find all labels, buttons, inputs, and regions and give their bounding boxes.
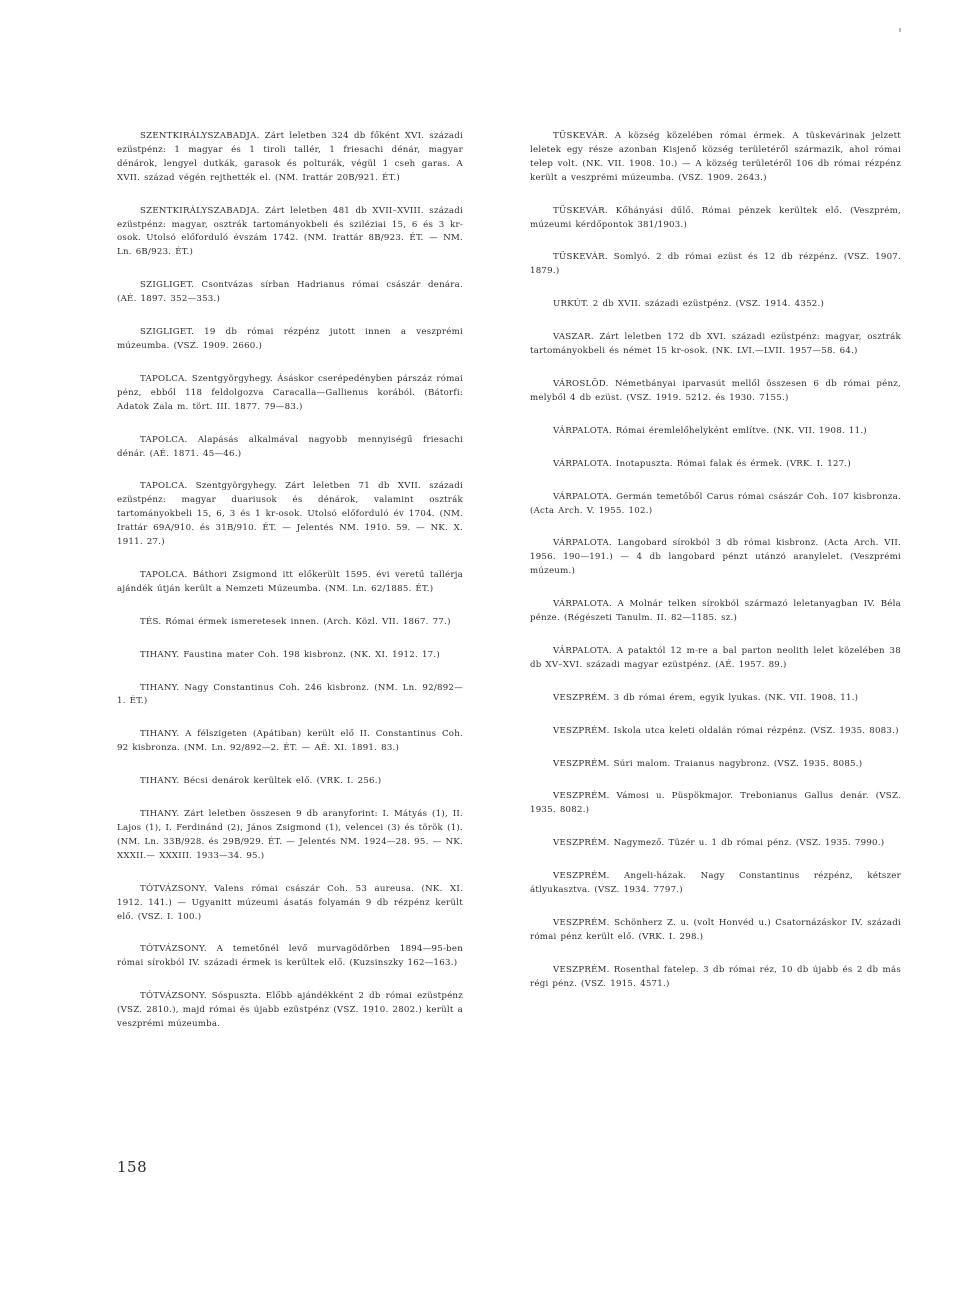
entry-paragraph: TÓTVÁZSONY. Valens római császár Coh. 53 aureusa. (NK. XI. 1912. 141.) — Ugyanitt múzeumi ásatás folyamán 9 db rézpénz került elő. (VSZ. I. 100.)	[117, 883, 463, 922]
entry-paragraph: TÜSKEVÁR. A község közelében római érmek. A tüskevárinak jelzett leletek egy része azonban Kisjenő község területéről származik, ahol római telep volt. (NK. VII. 1908. 10.) — A község területéről 106 db római rézpénz került a veszprémi múzeumba. (VSZ. 1909. 2643.)	[530, 131, 901, 183]
entry-paragraph: TIHANY. Faustina mater Coh. 198 kisbronz. (NK. XI. 1912. 17.)	[140, 649, 440, 660]
entry-paragraph: SZENTKIRÁLYSZABADJA. Zárt leletben 324 db főként XVI. századi ezüstpénz: 1 magyar és 1 tiroli tallér, 1 friesachi dénár, magyar dénárok, lengyel dutkák, garasok és polturák, végül 1 cseh garas. A XVII. század végén rejthették el. (NM. Irattár 20B/921. ÉT.)	[117, 131, 463, 183]
right-column	[530, 130, 901, 1011]
entry-paragraph: TIHANY. Zárt leletben összesen 9 db aranyforint: I. Mátyás (1), II. Lajos (1), I. Ferdinánd (2), János Zsigmond (1), velencei (3) és török (1). (NM. Ln. 33B/928. és 29B/929. ÉT. — Jelentés NM. 1924—28. 95. — NK. XXXII.— XXXIII. 1933—34. 95.)	[117, 809, 463, 861]
entry-paragraph: TÓTVÁZSONY. A temetőnél levő murvagödörben 1894—95-ben római sírokból IV. századi érmek is kerültek elő. (Kuzsinszky 162—163.)	[117, 944, 463, 969]
entry-paragraph: SZENTKIRÁLYSZABADJA. Zárt leletben 481 db XVII–XVIII. századi ezüstpénz: magyar, osztrák tartományokbeli és sziléziai 15, 6 és 3 kr-osok. Utolsó előforduló évszám 1742. (NM. Irattár 8B/923. ÉT. — NM. Ln. 6B/923. ÉT.)	[117, 205, 463, 258]
entry-paragraph: TAPOLCA. Szentgyörgyhegy. Zárt leletben 71 db XVII. századi ezüstpénz: magyar duariusok és dénárok, valamint osztrák tartományokbeli 15, 6, 3 és 1 kr-osok. Utolsó előforduló év 1704. (NM. Irattár 69A/910. és 31B/910. ÉT. — Jelentés NM. 1910. 59. — NK. X. 1911. 27.)	[117, 481, 463, 548]
entry-paragraph: TAPOLCA. Szentgyörgyhegy. Ásáskor cserépedényben párszáz római pénz, ebből 118 feldolgozva Caracalla—Gallienus korából. (Bátorfi: Adatok Zala m. tört. III. 1877. 79—83.)	[117, 373, 463, 412]
entry-paragraph: VÁRPALOTA. A pataktól 12 m-re a bal parton neolith lelet közelében 38 db XV–XVI. századi magyar ezüstpénz. (AÉ. 1957. 89.)	[530, 645, 901, 670]
entry-paragraph: VÁRPALOTA. Római éremlelőhelyként említve. (NK. VII. 1908. 11.)	[553, 425, 867, 436]
entry-paragraph: VESZPRÉM. 3 db római érem, egyik lyukas. (NK. VII. 1908. 11.)	[553, 692, 859, 703]
entry-paragraph: TIHANY. Bécsi denárok kerültek elő. (VRK. I. 256.)	[140, 776, 382, 787]
entry-paragraph: TÉS. Római érmek ismeretesek innen. (Arch. Közl. VII. 1867. 77.)	[140, 616, 451, 627]
entry-paragraph: VÁRPALOTA. Germán temetőből Carus római császár Coh. 107 kisbronza. (Acta Arch. V. 1955. 102.)	[530, 491, 901, 516]
entry-paragraph: VESZPRÉM. Iskola utca keleti oldalán római rézpénz. (VSZ. 1935. 8083.)	[553, 725, 899, 736]
entry-paragraph: VÁRPALOTA. Langobard sírokból 3 db római kisbronz. (Acta Arch. VII. 1956. 190—191.) — 4 db langobard pénzt utánzó aranylelet. (Veszprémi múzeum.)	[530, 538, 901, 577]
entry-paragraph: URKÚT. 2 db XVII. századi ezüstpénz. (VSZ. 1914. 4352.)	[553, 299, 825, 310]
entry-paragraph: VESZPRÉM. Nagymező. Tüzér u. 1 db római pénz. (VSZ. 1935. 7990.)	[553, 838, 885, 849]
entry-paragraph: VESZPRÉM. Rosenthal fatelep. 3 db római réz, 10 db újabb és 2 db más régi pénz. (VSZ. 1915. 4571.)	[530, 964, 901, 989]
entry-paragraph: VASZAR. Zárt leletben 172 db XVI. századi ezüstpénz: magyar, osztrák tartományokbeli és német 15 kr-osok. (NK. LVI.—LVII. 1957—58. 64.)	[530, 332, 901, 357]
entry-paragraph: TÜSKEVÁR. Kőhányási dűlő. Római pénzek kerültek elő. (Veszprém, múzeumi kérdőpontok 381/1903.)	[530, 205, 901, 230]
entry-paragraph: TAPOLCA. Alapásás alkalmával nagyobb mennyiségű friesachi dénár. (AÉ. 1871. 45—46.)	[117, 434, 463, 459]
entry-paragraph: VESZPRÉM. Vámosi u. Püspökmajor. Trebonianus Gallus denár. (VSZ. 1935. 8082.)	[530, 791, 901, 816]
entry-paragraph: TIHANY. Nagy Constantinus Coh. 246 kisbronz. (NM. Ln. 92/892—1. ÉT.)	[117, 682, 463, 707]
entry-paragraph: VÁRPALOTA. Inotapuszta. Római falak és érmek. (VRK. I. 127.)	[553, 458, 851, 469]
entry-paragraph: VÁROSLÖD. Németbányai iparvasút mellől összesen 6 db római pénz, melyből 4 db ezüst. (VSZ. 1919. 5212. és 1930. 7155.)	[530, 378, 901, 403]
scan-speck	[899, 28, 901, 32]
entry-paragraph: TÜSKEVÁR. Somlyó. 2 db római ezüst és 12 db rézpénz. (VSZ. 1907. 1879.)	[530, 252, 901, 277]
entry-paragraph: SZIGLIGET. 19 db római rézpénz jutott innen a veszprémi múzeumba. (VSZ. 1909. 2660.)	[117, 327, 463, 351]
entry-paragraph: TIHANY. A félszigeten (Apátiban) került elő II. Constantinus Coh. 92 kisbronza. (NM. Ln. 92/892—2. ÉT. — AÉ. XI. 1891. 83.)	[117, 729, 463, 754]
page-number: 158	[117, 1158, 148, 1176]
entry-paragraph: SZIGLIGET. Csontvázas sírban Hadrianus római császár denára. (AÉ. 1897. 352—353.)	[117, 280, 463, 305]
entry-paragraph: TÓTVÁZSONY. Sóspuszta. Előbb ajándékként 2 db római ezüstpénz (VSZ. 2810.), majd római és újabb ezüstpénz (VSZ. 1910. 2802.) került a veszprémi múzeumba.	[117, 991, 463, 1030]
entry-paragraph: VESZPRÉM. Schönherz Z. u. (volt Honvéd u.) Csatornázáskor IV. századi római pénz került elő. (VRK. I. 298.)	[530, 918, 901, 942]
left-column	[117, 130, 463, 1051]
entry-paragraph: VÁRPALOTA. A Molnár telken sírokból származó leletanyagban IV. Béla pénze. (Régészeti Tanulm. II. 82—1185. sz.)	[530, 599, 901, 624]
entry-paragraph: VESZPRÉM. Súri malom. Traianus nagybronz. (VSZ. 1935. 8085.)	[553, 758, 863, 769]
entry-paragraph: TAPOLCA. Báthori Zsigmond itt előkerült 1595. évi veretű tallérja ajándék útján került a Nemzeti Múzeumba. (NM. Ln. 62/1885. ÉT.)	[117, 569, 463, 594]
entry-paragraph: VESZPRÉM. Angeli-házak. Nagy Constantinus rézpénz, kétszer átlyukasztva. (VSZ. 1934. 7797.)	[530, 871, 901, 896]
